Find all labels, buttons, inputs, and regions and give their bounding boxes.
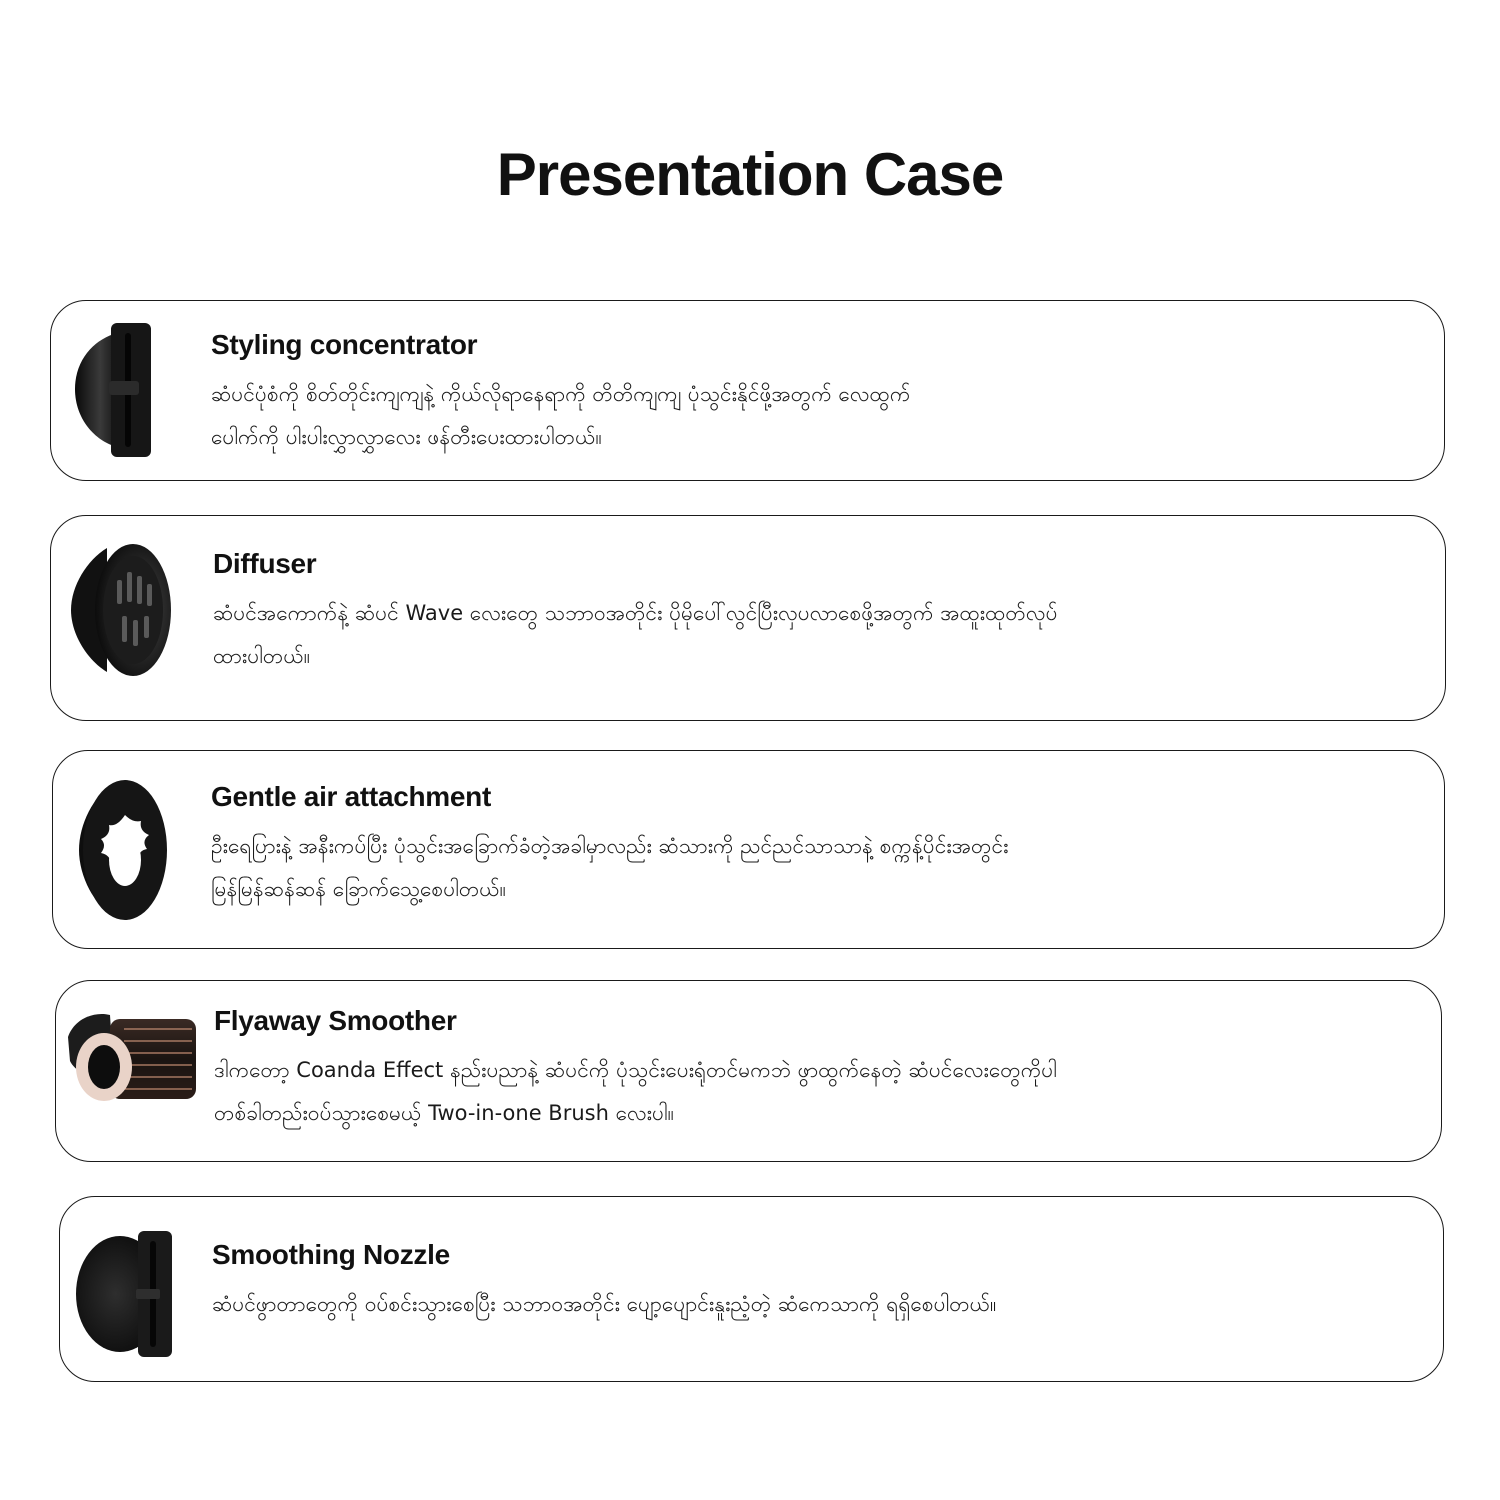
item-description: ဆံပင်ဖွာတာတွေကို ဝပ်စင်းသွားစေပြီး သဘာဝအတိုင်း ပျော့ပျောင်းနူးညံ့တဲ့ ဆံကေသာကို ရရှိစေပါတယ်။ [212, 1292, 997, 1316]
item-title: Gentle air attachment [211, 781, 492, 812]
item-title: Flyaway Smoother [214, 1005, 457, 1036]
item-card-gentle-air-attachment [52, 750, 1445, 949]
item-description: ဆံပင်ပုံစံကို စိတ်တိုင်းကျကျနဲ့ ကိုယ်လိုရာနေရာကို တိတိကျကျ ပုံသွင်းနိုင်ဖို့အတွက် လေထွက် ပေါက်ကို ပါးပါးလွှာလွှာလေး ဖန်တီးပေးထားပါတယ်။ [211, 382, 911, 449]
item-card-styling-concentrator [50, 300, 1445, 481]
gentle-air-attachment-icon [73, 777, 169, 923]
page-title: Presentation Case [496, 141, 1004, 208]
item-card-flyaway-smoother [55, 980, 1442, 1162]
item-description: ဒါကတော့ Coanda Effect နည်းပညာနဲ့ ဆံပင်ကို ပုံသွင်းပေးရုံတင်မကဘဲ ဖွာထွက်နေတဲ့ ဆံပင်လေးတွေကိုပါ တစ်ခါတည်းဝပ်သွားစေမယ့် Two-in-one Brush လေးပါ။ [214, 1058, 1057, 1125]
diffuser-icon [67, 540, 173, 680]
item-title: Diffuser [213, 548, 317, 579]
item-description: ဦးရေပြားနဲ့ အနီးကပ်ပြီး ပုံသွင်းအခြောက်ခံတဲ့အခါမှာလည်း ဆံသားကို ညင်ညင်သာသာနဲ့ စက္ကန့်ပိုင်းအတွင်း မြန်မြန်ဆန်ဆန် ခြောက်သွေ့စေပါတယ်။ [211, 834, 1009, 901]
smoothing-nozzle-icon [72, 1227, 176, 1361]
flyaway-smoother-icon [64, 1007, 198, 1105]
styling-concentrator-icon [65, 319, 157, 461]
item-title: Smoothing Nozzle [212, 1239, 450, 1270]
item-card-smoothing-nozzle [59, 1196, 1444, 1382]
item-description: ဆံပင်အကောက်နဲ့ ဆံပင် Wave လေးတွေ သဘာဝအတိုင်း ပိုမိုပေါ်လွင်ပြီးလှပလာစေဖို့အတွက် အထူးထုတ်လုပ် ထားပါတယ်။ [213, 601, 1058, 668]
item-card-diffuser [50, 515, 1446, 721]
item-title: Styling concentrator [211, 329, 478, 360]
